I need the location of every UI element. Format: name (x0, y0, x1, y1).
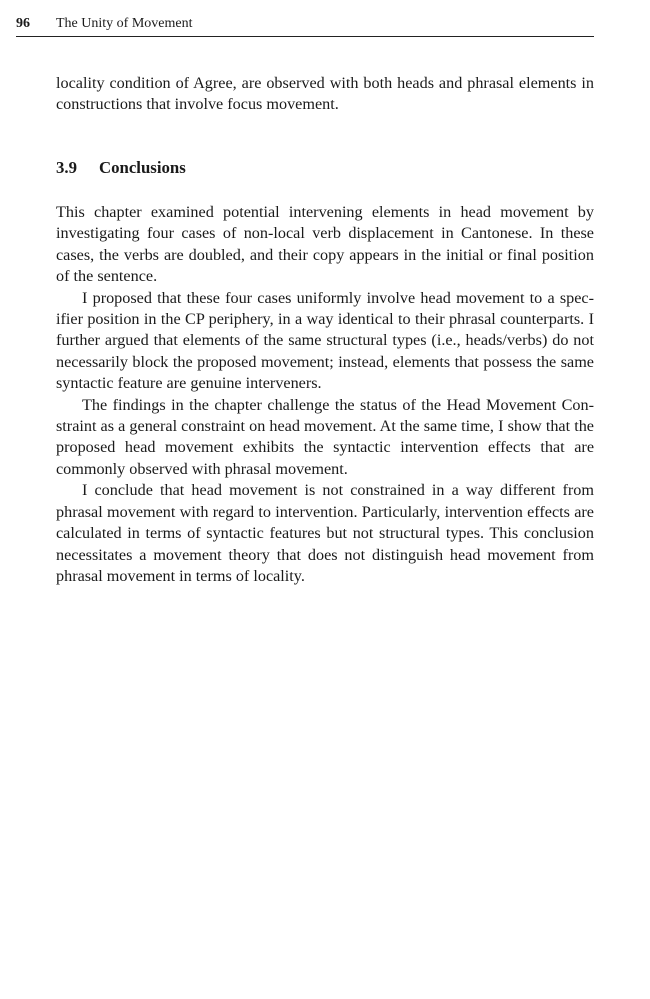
paragraph: I proposed that these four cases uniformly involve head movement to a specifier position in the CP periphery, in a way identical to their phrasal counterparts. I further argued that elements of the same structural types (i.e., heads/verbs) do not necessarily block the proposed movement; instead, elements that possess the same syntactic feature are genuine interveners. (56, 288, 594, 393)
section-heading (56, 157, 594, 179)
conclusions-body (56, 202, 594, 587)
intro-text (56, 73, 594, 116)
running-title: The Unity of Movement (56, 16, 193, 31)
section-title: Conclusions (99, 158, 186, 177)
paragraph: This chapter examined potential intervening elements in head movement by investigating four cases of non-local verb displacement in Cantonese. In these cases, the verbs are doubled, and their copy appears in the initial or final position of the sentence. (56, 203, 594, 286)
running-head (16, 14, 594, 37)
page-number: 96 (16, 16, 30, 31)
paragraph: The findings in the chapter challenge the status of the Head Movement Constraint as a general constraint on head movement. At the same time, I show that the proposed head movement exhibits the syntactic intervention effects that are commonly observed with phrasal movement. (56, 395, 594, 478)
section-number: 3.9 (56, 158, 77, 177)
paragraph: I conclude that head movement is not constrained in a way different from phrasal movement with regard to intervention. Particularly, intervention effects are calculated in terms of syntactic features but not structural types. This conclusion necessitates a movement theory that does not distinguish head movement from phrasal movement in terms of locality. (56, 481, 594, 585)
intro-paragraph: locality condition of Agree, are observed with both heads and phrasal elements in constructions that involve focus movement. (56, 74, 594, 114)
